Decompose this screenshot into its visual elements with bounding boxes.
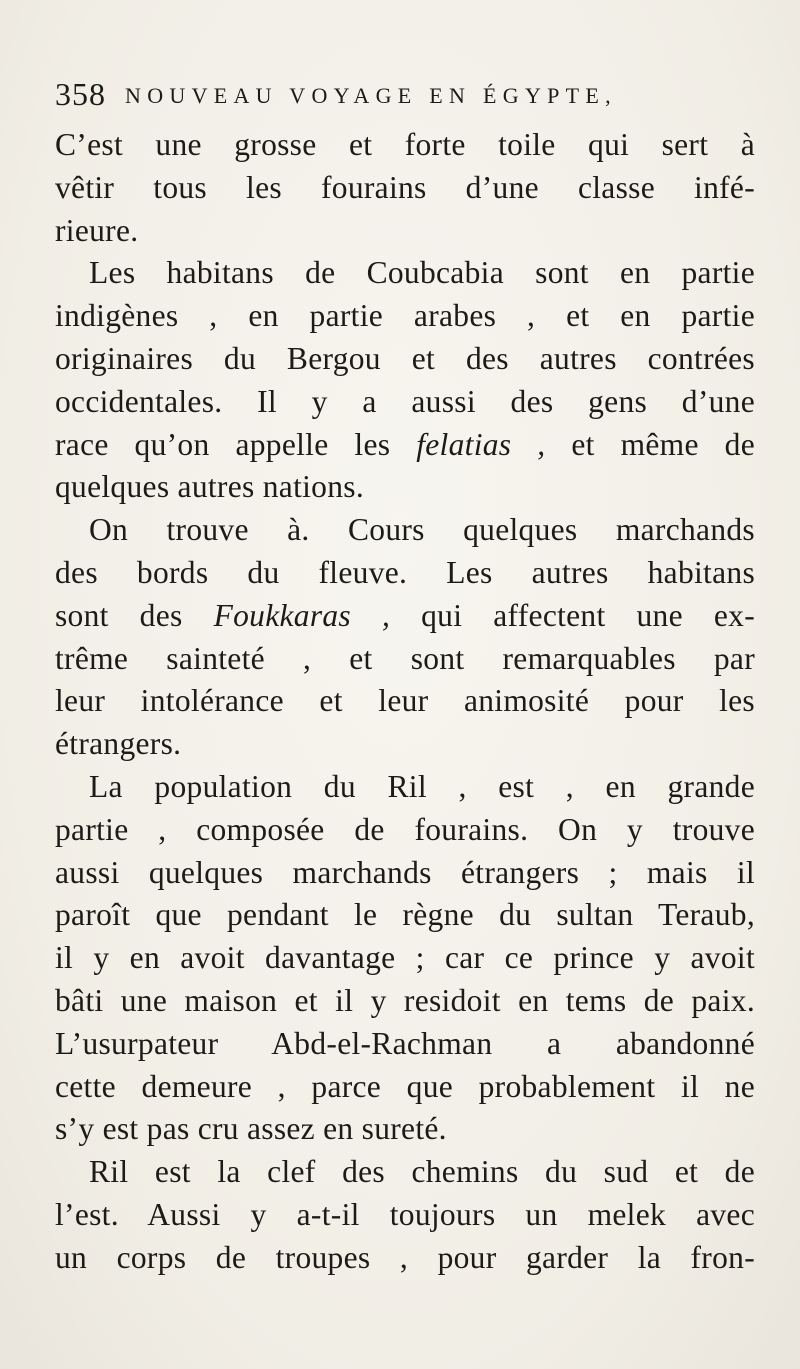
- text-line: originaires du Bergou et des autres contrées: [55, 340, 755, 376]
- text-line: étrangers.: [55, 726, 182, 762]
- text-line: occidentales. Il y a aussi des gens d’une: [55, 383, 755, 419]
- text-line: un corps de troupes , pour garder la fron-: [55, 1239, 755, 1275]
- text-line: partie , composée de fourains. On y trouve: [55, 811, 755, 847]
- text-line: cette demeure , parce que probablement il ne: [55, 1068, 755, 1104]
- text-line: bâti une maison et il y residoit en tems de paix.: [55, 982, 755, 1018]
- text-line: paroît que pendant le règne du sultan Teraub,: [55, 897, 755, 933]
- text-segment: race qu’on appelle les: [55, 426, 417, 462]
- text-line: des bords du fleuve. Les autres habitans: [55, 554, 755, 590]
- text-line: quelques autres nations.: [55, 469, 365, 505]
- text-line: trême sainteté , et sont remarquables par: [55, 640, 755, 676]
- text-line: vêtir tous les fourains d’une classe infé-: [55, 169, 755, 205]
- text-line: Les habitans de Coubcabia sont en partie: [89, 255, 755, 291]
- text-segment: qui affectent une ex-: [390, 597, 755, 633]
- text-line: La population du Ril , est , en grande: [89, 768, 755, 804]
- page-header: [55, 74, 755, 114]
- text-line: Ril est la clef des chemins du sud et de: [89, 1154, 755, 1190]
- text-line: leur intolérance et leur animosité pour les: [55, 683, 755, 719]
- text-line: aussi quelques marchands étrangers ; mais il: [55, 854, 755, 890]
- running-title: NOUVEAU VOYAGE EN ÉGYPTE,: [125, 83, 617, 108]
- text-line: l’est. Aussi y a-t-il toujours un melek avec: [55, 1196, 755, 1232]
- body-text: [55, 124, 755, 1280]
- text-line: On trouve à. Cours quelques marchands: [89, 512, 755, 548]
- italic-term: Foukkaras ,: [213, 597, 391, 633]
- text-line: C’est une grosse et forte toile qui sert à: [55, 127, 755, 162]
- text-line: L’usurpateur Abd-el-Rachman a abandonné: [55, 1025, 755, 1061]
- text-line: [55, 424, 755, 467]
- page-number: 358: [55, 76, 106, 112]
- text-line: [55, 595, 755, 638]
- italic-term: felatias ,: [416, 426, 546, 462]
- text-line: rieure.: [55, 212, 139, 248]
- text-segment: et même de: [545, 426, 755, 462]
- text-line: s’y est pas cru assez en sureté.: [55, 1111, 447, 1147]
- text-segment: sont des: [55, 597, 214, 633]
- text-line: il y en avoit davantage ; car ce prince y avoit: [55, 940, 755, 976]
- text-line: indigènes , en partie arabes , et en partie: [55, 298, 755, 334]
